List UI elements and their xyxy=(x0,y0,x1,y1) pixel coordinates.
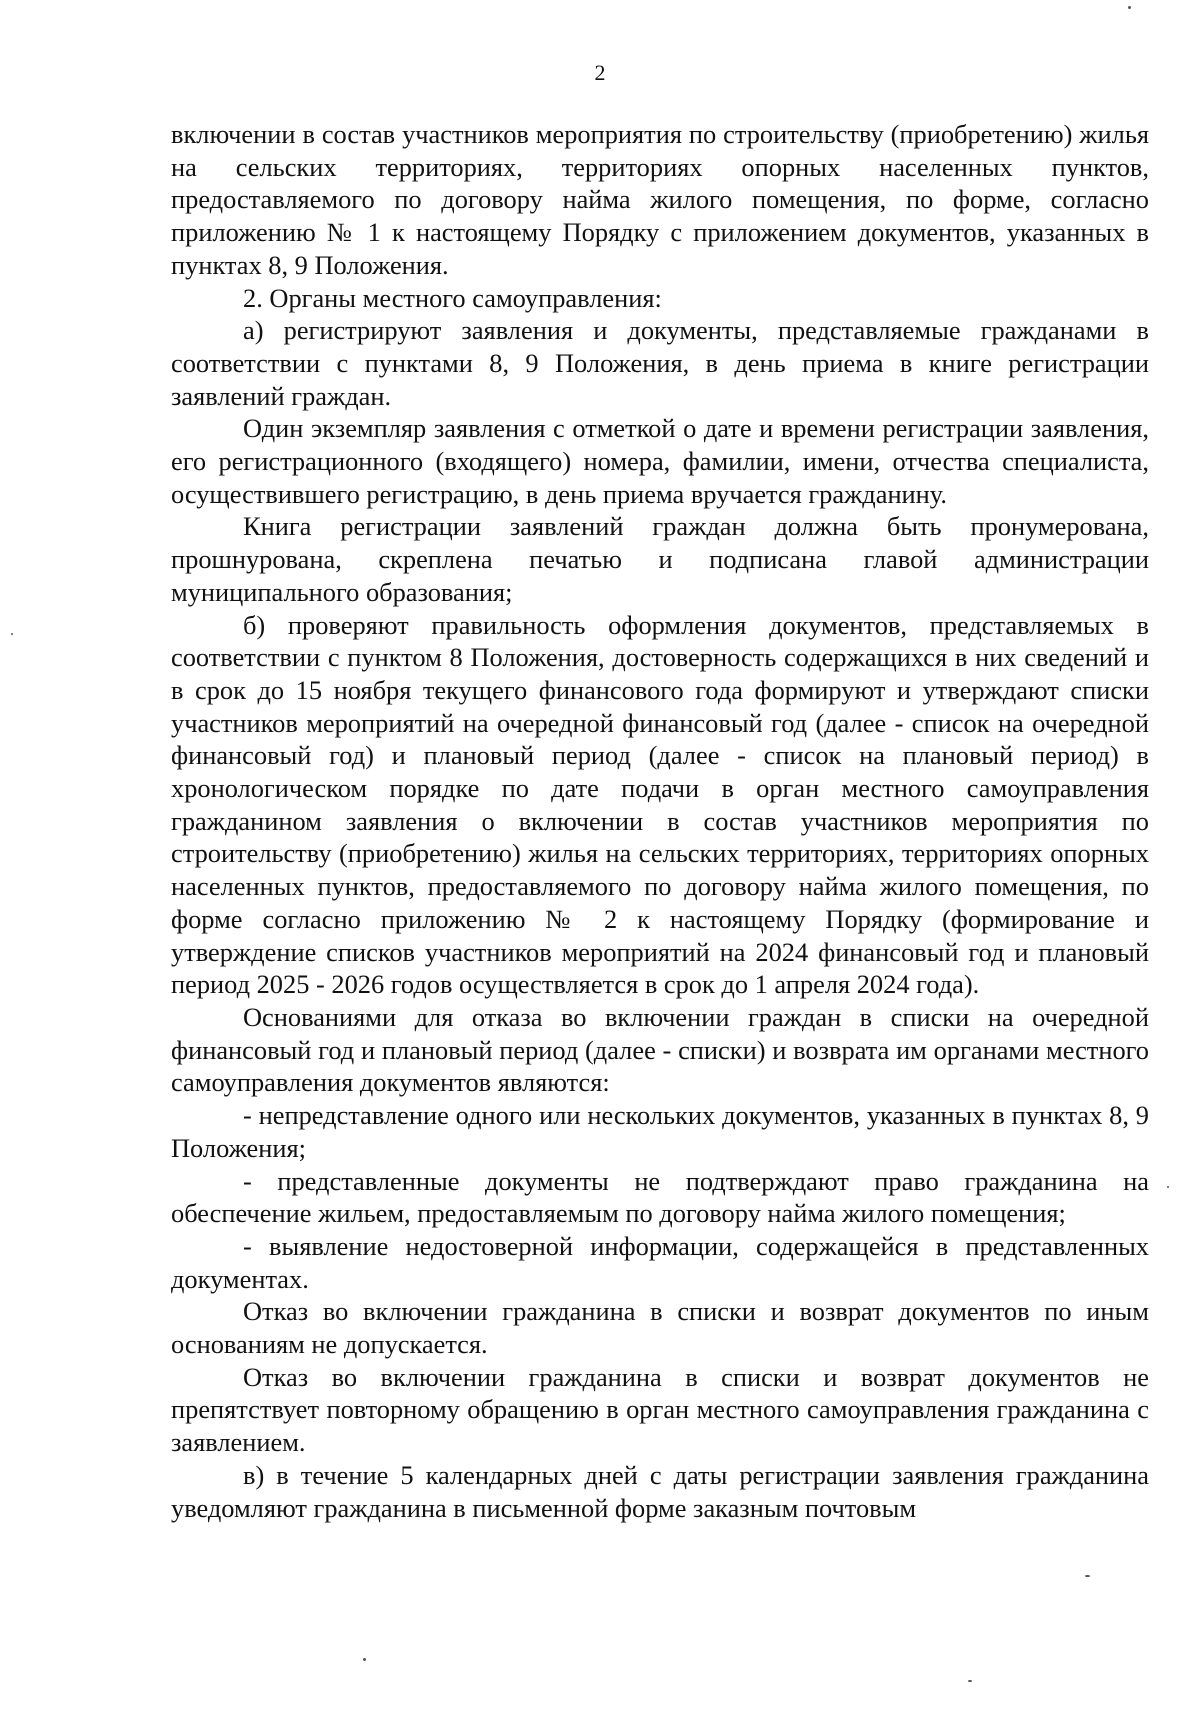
paragraph-item-2: 2. Органы местного самоуправления: xyxy=(243,282,662,313)
scan-speck xyxy=(1167,1186,1169,1188)
paragraph-refusal-grounds: Основаниями для отказа во включении граждан в списки на очередной финансовый год и плановый период (далее - списки) и возврата им органами местного самоуправления документов являются: xyxy=(171,1001,1149,1098)
list-item-false-information: - выявление недостоверной информации, содержащейся в представленных документах. xyxy=(171,1230,1149,1294)
paragraph-repeat-application: Отказ во включении гражданина в списки и возврат документов не препятствует повторному обращению в орган местного самоуправления гражданина с заявлением. xyxy=(171,1361,1149,1458)
scan-speck xyxy=(1085,1575,1090,1577)
document-body xyxy=(171,118,1149,1524)
list-item-missing-documents: - непредставление одного или нескольких документов, указанных в пунктах 8, 9 Положения; xyxy=(171,1100,1149,1163)
paragraph-copy-of-application: Один экземпляр заявления с отметкой о дате и времени регистрации заявления, его регистрационного (входящего) номера, фамилии, имени, отчества специалиста, осуществившего регистрацию, в день приема вручается гражданину. xyxy=(171,413,1149,509)
paragraph-registration-book: Книга регистрации заявлений граждан должна быть пронумерована, прошнурована, скреплена печатью и подписана главой администрации муниципального образования; xyxy=(171,511,1149,607)
scan-speck xyxy=(11,633,13,635)
paragraph-item-a: а) регистрируют заявления и документы, представляемые гражданами в соответствии с пунктами 8, 9 Положения, в день приема в книге регистрации заявлений граждан. xyxy=(171,315,1149,411)
scan-speck xyxy=(1128,6,1131,9)
paragraph-other-grounds: Отказ во включении гражданина в списки и возврат документов по иным основаниям не допускается. xyxy=(171,1296,1149,1360)
scan-speck xyxy=(968,1680,972,1682)
page-number: 2 xyxy=(594,60,606,85)
scan-speck xyxy=(363,1658,366,1661)
paragraph-item-b: б) проверяют правильность оформления документов, представляемых в соответствии с пунктом 8 Положения, достоверность содержащихся в них сведений и в срок до 15 ноября текущего финансового года формируют и утверждают списки участников мероприятий на очередной финансовый год (далее - список на очередной финансовый год) и плановый период (далее - список на плановый период) в хронологическом порядке по дате подачи в орган местного самоуправления гражданином заявления о включении в состав участников мероприятия по строительству (приобретению) жилья на сельских территориях, территориях опорных населенных пунктов, предоставляемого по договору найма жилого помещения, по форме согласно приложению № 2 к настоящему Порядку (формирование и утверждение списков участников мероприятий на 2024 финансовый год и плановый период 2025 - 2026 годов осуществляется в срок до 1 апреля 2024 года). xyxy=(171,609,1149,1000)
paragraph-continuation: включении в состав участников мероприятия по строительству (приобретению) жилья на сельских территориях, территориях опорных населенных пунктов, предоставляемого по договору найма жилого помещения, по форме, согласно приложению № 1 к настоящему Порядку с приложением документов, указанных в пунктах 8, 9 Положения. xyxy=(171,119,1149,280)
paragraph-item-v: в) в течение 5 календарных дней с даты регистрации заявления гражданина уведомляют гражданина в письменной форме заказным почтовым xyxy=(171,1459,1149,1523)
list-item-no-right: - представленные документы не подтверждают право гражданина на обеспечение жильем, предоставляемым по договору найма жилого помещения; xyxy=(171,1165,1149,1229)
